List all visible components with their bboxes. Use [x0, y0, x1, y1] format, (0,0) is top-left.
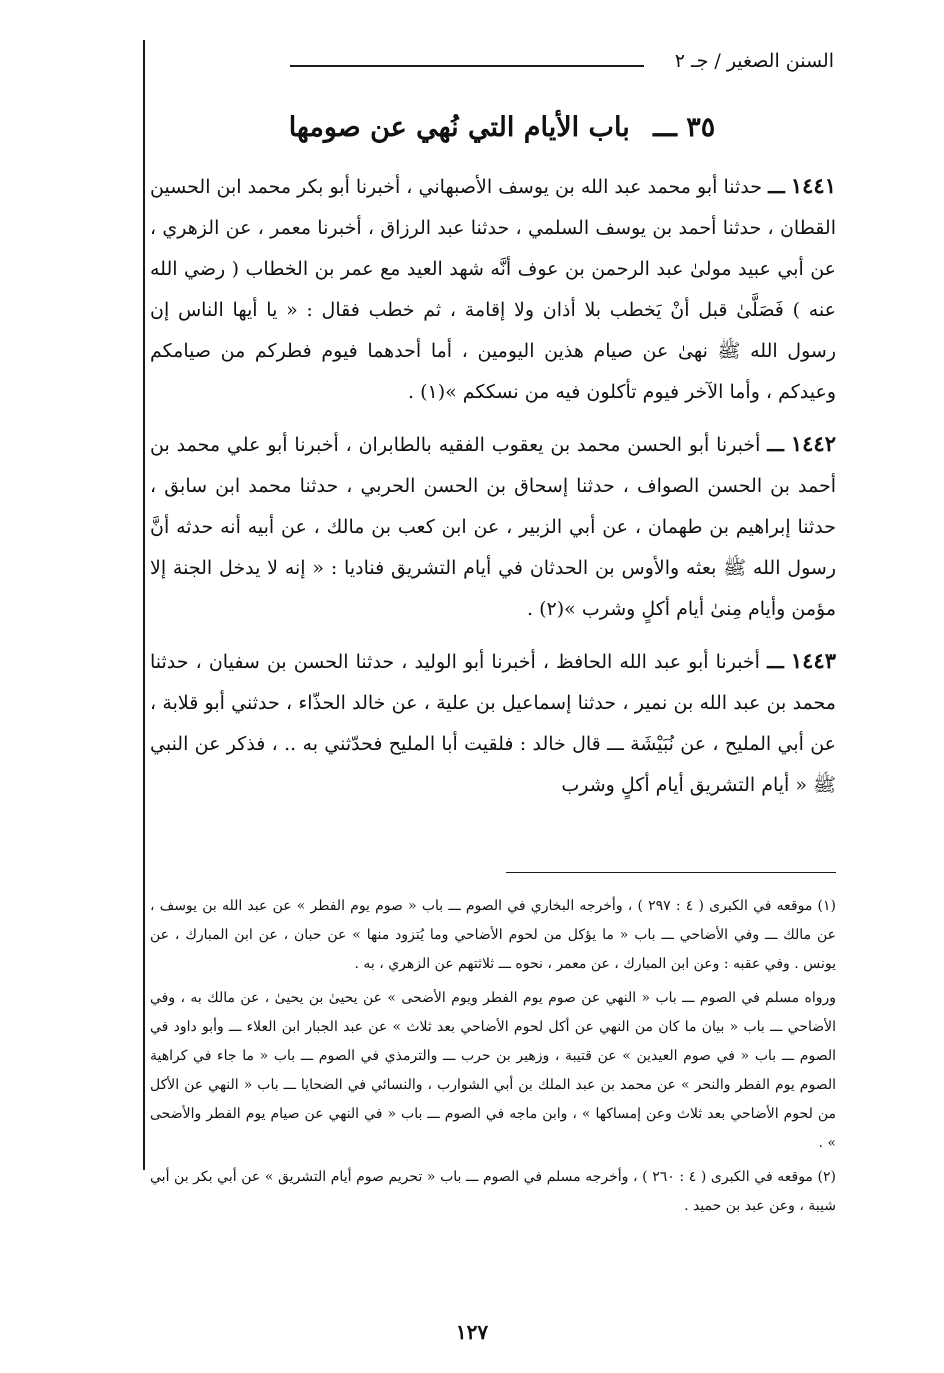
footnote-1-continued: ورواه مسلم في الصوم ـــ باب « النهي عن صوم يوم الفطر ويوم الأضحى » عن يحيىٰ بن يحيىٰ ، عن مالك به ، وفي الأضاحي ـــ باب « بيان ما كان من النهي عن أكل لحوم الأضاحي بعد ثلاث » عن عبد الجبار ابن العلاء ـــ وأبو داود في الصوم ـــ باب « في صوم العيدين » عن قتيبة ، وزهير بن حرب ـــ والترمذي في الصوم ـــ باب « ما جاء في كراهية الصوم يوم الفطر والنحر » عن محمد بن عبد الملك بن أبي الشوارب ، والنسائي في الضحايا ـــ باب « النهي عن الأكل من لحوم الأضاحي بعد ثلاث وعن إمساكها » ، وابن ماجه في الصوم ـــ باب « في النهي عن صيام يوم الفطر والأضحى » .	[150, 990, 836, 1151]
hadith-text: أخبرنا أبو عبد الله الحافظ ، أخبرنا أبو الوليد ، حدثنا الحسن بن سفيان ، حدثنا محمد بن عبد الله بن نمير ، حدثنا إسماعيل بن علية ، عن خالد الحذّاء ، حدثني أبو قلابة ، عن أبي المليح ، عن نُبَيْشَة ـــ قال خالد : فلقيت أبا المليح فحدّثني به .. ، فذكر عن النبي ﷺ « أيام التشريق أيام أكلٍ وشرب	[150, 651, 836, 796]
hadith-text: حدثنا أبو محمد عبد الله بن يوسف الأصبهاني ، أخبرنا أبو بكر محمد ابن الحسين القطان ، حدثنا أحمد بن يوسف السلمي ، حدثنا عبد الرزاق ، أخبرنا معمر ، عن الزهري ، عن أبي عبيد مولىٰ عبد الرحمن بن عوف أنَّه شهد العيد مع عمر بن الخطاب ( رضي الله عنه ) فَصَلَّىٰ قبل أنْ يَخطب بلا أذان ولا إقامة ، ثم خطب فقال : « يا أيها الناس إن رسول الله ﷺ نهىٰ عن صيام هذين اليومين ، أما أحدهما فيوم فطركم من صيامكم وعيدكم ، وأما الآخر فيوم تأكلون فيه من نسككم »(١) .	[150, 176, 836, 403]
margin-line	[143, 40, 145, 1170]
hadith-dash: ـــ	[767, 434, 784, 456]
main-text	[150, 165, 836, 816]
running-title: السنن الصغير / جـ ٢	[674, 50, 834, 72]
page-header	[120, 50, 834, 80]
chapter-number: ٣٥ ـــ	[653, 112, 716, 143]
header-rule	[290, 65, 644, 67]
hadith-number: ١٤٤٢	[790, 431, 836, 456]
page-number: ١٢٧	[455, 1320, 489, 1344]
hadith-1442	[150, 423, 836, 630]
chapter-heading	[150, 112, 854, 143]
hadith-1443	[150, 640, 836, 806]
hadith-1441	[150, 165, 836, 413]
footnote-1: (١) موقعه في الكبرى ( ٤ : ٢٩٧ ) ، وأخرجه البخاري في الصوم ـــ باب « صوم يوم الفطر » عن عبد الله بن يوسف ، عن مالك ـــ وفي الأضاحي ـــ باب « ما يؤكل من لحوم الأضاحي وما يُتزود منها » عن حبان ، عن ابن المبارك ، عن يونس . وفي عقبه : وعن ابن المبارك ، عن معمر ، نحوه ـــ ثلاثتهم عن الزهري ، به .	[150, 898, 837, 972]
hadith-dash: ـــ	[768, 176, 785, 198]
footnote-2: (٢) موقعه في الكبرى ( ٤ : ٢٦٠ ) ، وأخرجه مسلم في الصوم ـــ باب « تحريم صوم أيام التشريق » عن أبي بكر بن أبي شيبة ، وعن عبد بن حميد .	[150, 1169, 836, 1214]
hadith-text: أخبرنا أبو الحسن محمد بن يعقوب الفقيه بالطابران ، أخبرنا أبو علي محمد بن أحمد بن الحسن الصواف ، حدثنا إسحاق بن الحسن الحربي ، حدثنا محمد ابن سابق ، حدثنا إبراهيم بن طهمان ، عن أبي الزبير ، عن ابن كعب بن مالك ، عن أبيه أنه حدثه أنَّ رسول الله ﷺ بعثه والأوس بن الحدثان في أيام التشريق فناديا : « إنه لا يدخل الجنة إلا مؤمن وأيام مِنىٰ أيام أكلٍ وشرب »(٢) .	[150, 434, 836, 620]
chapter-title: باب الأيام التي نُهي عن صومها	[288, 112, 630, 143]
footnotes	[150, 892, 836, 1226]
hadith-number: ١٤٤١	[790, 173, 836, 198]
hadith-number: ١٤٤٣	[790, 648, 836, 673]
hadith-dash: ـــ	[767, 651, 784, 673]
footnote-separator	[506, 872, 836, 873]
